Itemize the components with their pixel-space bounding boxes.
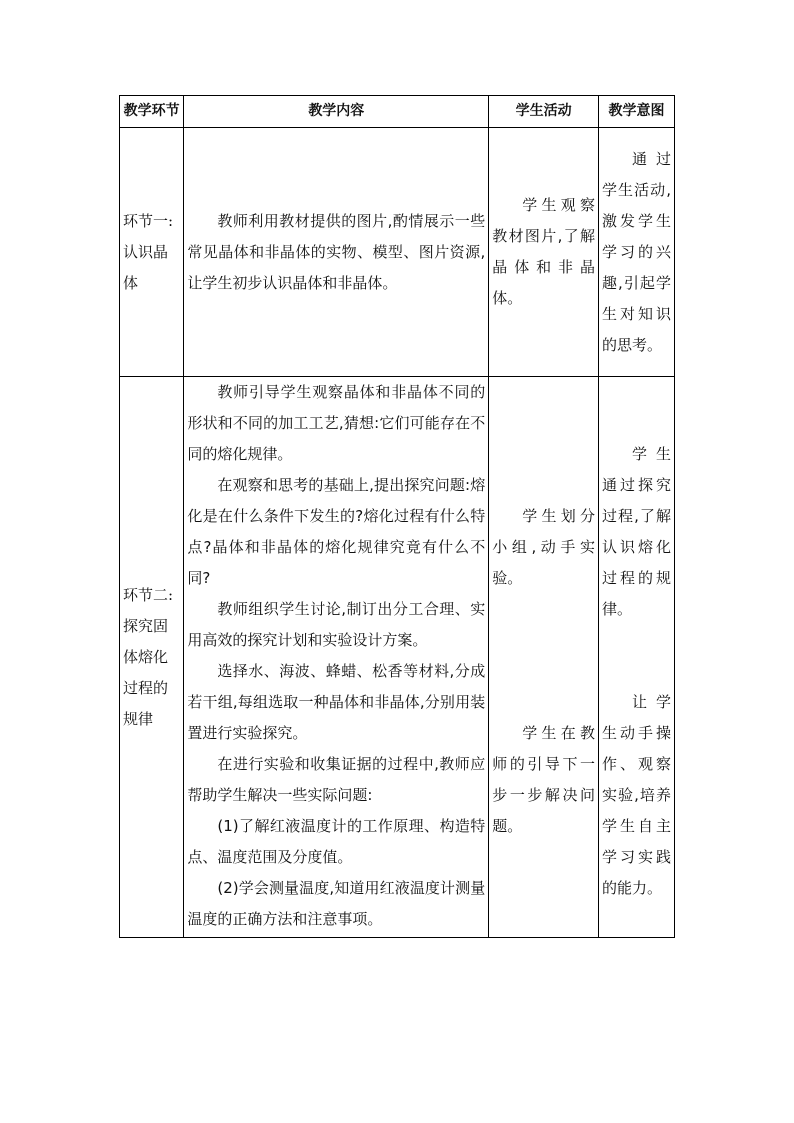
- purpose-paragraph: 让学生动手操作、观察实验,培养学生自主学习实践的能力。: [602, 693, 671, 897]
- purpose-cell: [599, 377, 675, 938]
- spacer: [492, 594, 595, 718]
- header-content: 教学内容: [184, 96, 489, 128]
- content-cell: [184, 128, 489, 377]
- table-header-row: [120, 96, 675, 128]
- content-paragraph: 在观察和思考的基础上,提出探究问题:熔化是在什么条件下发生的?熔化过程有什么特点?晶体和非晶体的熔化规律究竟有什么不同?: [187, 476, 486, 587]
- activity-cell: [489, 128, 599, 377]
- stage-cell: 环节二:探究固体熔化过程的规律: [120, 377, 184, 938]
- content-paragraph: 教师引导学生观察晶体和非晶体不同的形状和不同的加工工艺,猜想:它们可能存在不同的熔化规律。: [187, 383, 486, 463]
- content-paragraph: 教师利用教材提供的图片,酌情展示一些常见晶体和非晶体的实物、模型、图片资源,让学生初步认识晶体和非晶体。: [187, 211, 486, 292]
- activity-paragraph: 学生观察教材图片,了解晶体和非晶体。: [492, 196, 595, 307]
- header-activity: 学生活动: [489, 96, 599, 128]
- stage-cell: 环节一:认识晶体: [120, 128, 184, 377]
- content-paragraph: 在进行实验和收集证据的过程中,教师应帮助学生解决一些实际问题:: [187, 755, 486, 804]
- content-cell: [184, 377, 489, 938]
- content-paragraph: 选择水、海波、蜂蜡、松香等材料,分成若干组,每组选取一种晶体和非晶体,分别用装置进行实验探究。: [187, 662, 486, 742]
- purpose-paragraph: 学生通过探究过程,了解认识熔化过程的规律。: [602, 445, 671, 618]
- spacer: [602, 625, 671, 687]
- header-stage: 教学环节: [120, 96, 184, 128]
- content-paragraph: (1)了解红液温度计的工作原理、构造特点、温度范围及分度值。: [187, 817, 486, 866]
- content-paragraph: 教师组织学生讨论,制订出分工合理、实用高效的探究计划和实验设计方案。: [187, 600, 486, 649]
- table-row: [120, 377, 675, 938]
- activity-cell: [489, 377, 599, 938]
- content-paragraph: (2)学会测量温度,知道用红液温度计测量温度的正确方法和注意事项。: [187, 879, 486, 928]
- lesson-plan-table: [119, 95, 675, 938]
- activity-paragraph: 学生划分小组,动手实验。: [492, 507, 595, 587]
- activity-paragraph: 学生在教师的引导下一步一步解决问题。: [492, 724, 595, 835]
- header-purpose: 教学意图: [599, 96, 675, 128]
- purpose-cell: [599, 128, 675, 377]
- spacer: [602, 377, 671, 439]
- table-row: [120, 128, 675, 377]
- purpose-paragraph: 通过学生活动,激发学生学习的兴趣,引起学生对知识的思考。: [602, 149, 671, 354]
- spacer: [492, 377, 595, 501]
